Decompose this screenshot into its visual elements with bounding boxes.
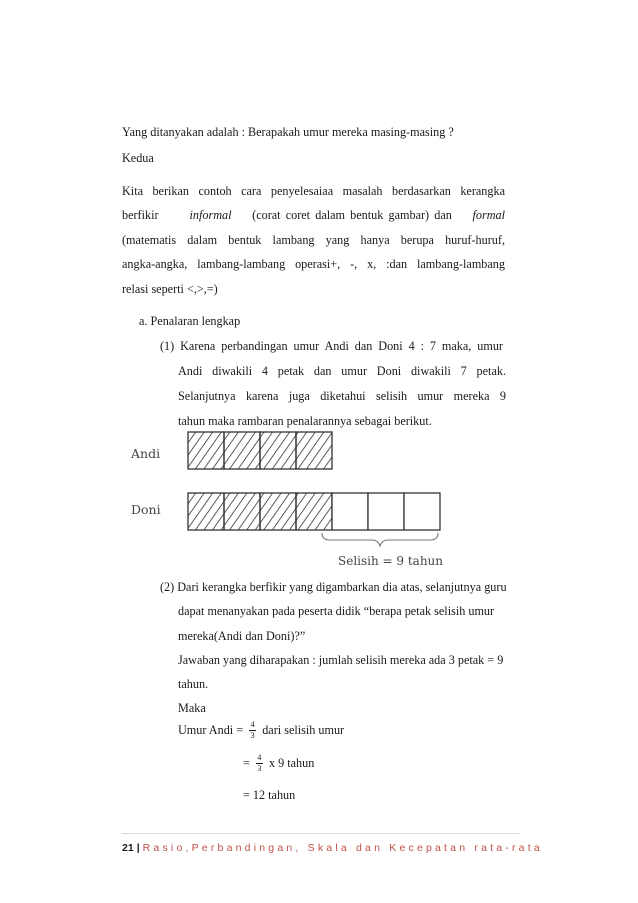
- doni-cell-4: [296, 493, 332, 530]
- para1-formal: formal: [472, 208, 506, 222]
- para1-informal: informal: [189, 208, 232, 222]
- para1-line2-c: (corat coret dalam bentuk gambar) dan: [252, 208, 452, 222]
- item1-line3: Selanjutnya karena juga diketahui selisih umur mereka 9: [178, 389, 506, 403]
- calc-line3: = 12 tahun: [243, 788, 296, 802]
- item1-line4: tahun maka rambaran penalarannya sebagai berikut.: [178, 414, 432, 428]
- item2-line4: Jawaban yang diharapakan : jumlah selisih mereka ada 3 petak = 9: [178, 653, 504, 667]
- question-line: Yang ditanyakan adalah : Berapakah umur mereka masing-masing ?: [122, 125, 454, 139]
- footer-rule: [122, 833, 520, 834]
- calc2-pre: =: [243, 756, 250, 771]
- footer: [122, 842, 543, 854]
- doni-cell-5: [332, 493, 368, 530]
- age-comparison-diagram: [0, 430, 638, 550]
- footer-separator: |: [136, 842, 140, 854]
- doni-label: Doni: [131, 502, 161, 517]
- selisih-label: Selisih = 9 tahun: [338, 554, 444, 568]
- doni-cell-7: [404, 493, 440, 530]
- item1-line2: Andi diwakili 4 petak dan umur Doni diwakili 7 petak.: [178, 364, 506, 378]
- para1-line1: Kita berikan contoh cara penyelesaiaa masalah berdasarkan kerangka: [122, 184, 505, 198]
- andi-cell-3: [260, 432, 296, 469]
- calc2-post: x 9 tahun: [268, 756, 315, 771]
- andi-cell-1: [188, 432, 224, 469]
- andi-label: Andi: [131, 446, 161, 461]
- para1-line2-a: berfikir: [122, 208, 159, 222]
- para1-line4: angka-angka, lambang-lambang operasi+, -, x, :dan lambang-lambang: [122, 257, 505, 271]
- para1-line2: [122, 209, 505, 221]
- fraction-numerator: 4: [250, 720, 255, 729]
- andi-cells: [188, 432, 332, 469]
- doni-cells: [188, 493, 440, 530]
- calc1-post: dari selisih umur: [262, 723, 345, 738]
- para1-line5: relasi seperti <,>,=): [122, 282, 218, 296]
- list-item-a: a. Penalaran lengkap: [139, 314, 241, 328]
- item1-line1: (1) Karena perbandingan umur Andi dan Doni 4 : 7 maka, umur: [160, 339, 503, 353]
- item2-line5: tahun.: [178, 677, 209, 691]
- fraction-denominator: 3: [250, 730, 255, 740]
- doni-cell-2: [224, 493, 260, 530]
- fraction-numerator-2: 4: [257, 753, 262, 762]
- item2-line1: (2) Dari kerangka berfikir yang digambarkan dia atas, selanjutnya guru: [160, 580, 507, 594]
- selisih-brace: [322, 533, 438, 546]
- andi-cell-4: [296, 432, 332, 469]
- calc1-pre: Umur Andi =: [178, 723, 244, 738]
- fraction-denominator-2: 3: [257, 763, 262, 773]
- fraction-four-thirds: [249, 721, 256, 740]
- calc-line1: [178, 722, 344, 741]
- doni-cell-3: [260, 493, 296, 530]
- doni-cell-1: [188, 493, 224, 530]
- calc-line2: [243, 755, 314, 774]
- page-number: 21: [122, 842, 134, 854]
- section-heading-kedua: Kedua: [122, 151, 154, 165]
- footer-title: Rasio,Perbandingan, Skala dan Kecepatan rata-rata: [142, 842, 543, 854]
- para1-line3: (matematis dalam bentuk lambang yang hanya berupa huruf-huruf,: [122, 233, 505, 247]
- item2-line3: mereka(Andi dan Doni)?”: [178, 629, 306, 643]
- fraction-four-thirds-2: [256, 754, 263, 773]
- andi-cell-2: [224, 432, 260, 469]
- item2-line2: dapat menanyakan pada peserta didik “berapa petak selisih umur: [178, 604, 495, 618]
- doni-cell-6: [368, 493, 404, 530]
- item2-line6: Maka: [178, 701, 206, 715]
